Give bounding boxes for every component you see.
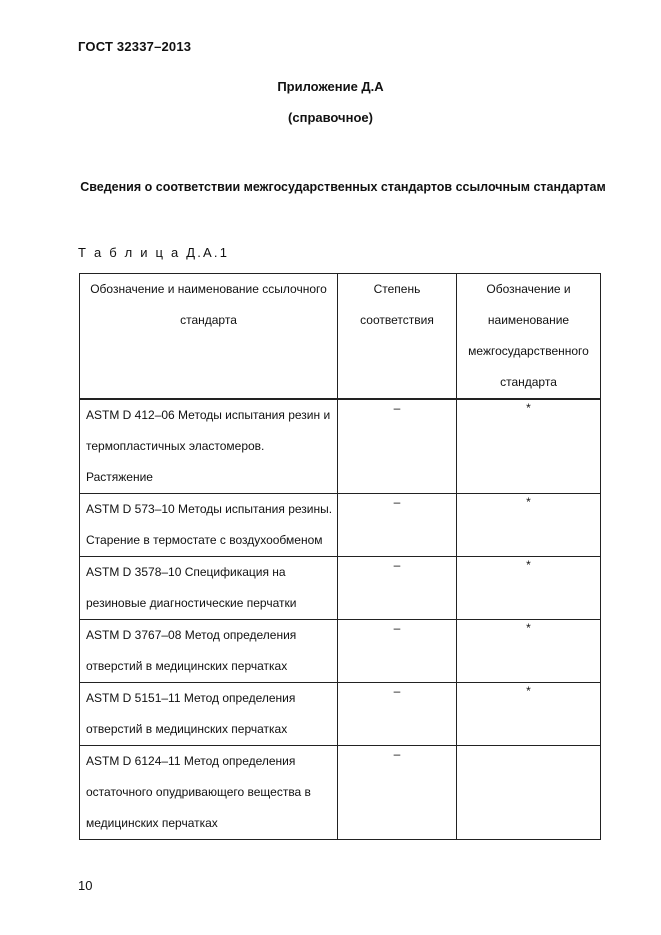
- reference-standard-cell: ASTM D 3767–08 Метод определения отверстий в медицинских перчатках: [80, 620, 338, 683]
- document-header: ГОСТ 32337–2013: [78, 39, 192, 54]
- interstate-standard-cell: *: [457, 620, 601, 683]
- reference-standard-cell: ASTM D 3578–10 Спецификация на резиновые диагностические перчатки: [80, 557, 338, 620]
- page-number: 10: [78, 878, 93, 893]
- table-row: [80, 557, 601, 620]
- interstate-standard-cell: *: [457, 557, 601, 620]
- table-row: [80, 494, 601, 557]
- table-header-row: [80, 274, 601, 400]
- reference-standard-cell: ASTM D 5151–11 Метод определения отверстий в медицинских перчатках: [80, 683, 338, 746]
- interstate-standard-cell: *: [457, 494, 601, 557]
- degree-cell: –: [338, 494, 457, 557]
- table-caption: Т а б л и ц а Д.А.1: [78, 245, 230, 260]
- appendix-title: Приложение Д.А: [277, 79, 384, 94]
- reference-standard-cell: ASTM D 573–10 Методы испытания резины. Старение в термостате с воздухообменом: [80, 494, 338, 557]
- column-header-degree: Степень соответствия: [338, 274, 457, 400]
- column-header-reference: Обозначение и наименование ссылочного стандарта: [80, 274, 338, 400]
- degree-cell: –: [338, 746, 457, 840]
- degree-cell: –: [338, 557, 457, 620]
- reference-standard-cell: ASTM D 6124–11 Метод определения остаточного опудривающего вещества в медицинских перчатках: [80, 746, 338, 840]
- column-header-interstate: Обозначение и наименование межгосударственного стандарта: [457, 274, 601, 400]
- reference-standard-cell: ASTM D 412–06 Методы испытания резин и термопластичных эластомеров. Растяжение: [80, 399, 338, 494]
- interstate-standard-cell: [457, 746, 601, 840]
- table-row: [80, 683, 601, 746]
- interstate-standard-cell: *: [457, 683, 601, 746]
- table-row: [80, 620, 601, 683]
- reference-standards-table: [79, 273, 601, 840]
- section-title: Сведения о соответствии межгосударственных стандартов ссылочным стандартам: [80, 180, 606, 194]
- table-row: [80, 746, 601, 840]
- appendix-subtitle: (справочное): [288, 110, 373, 125]
- table-row: [80, 399, 601, 494]
- interstate-standard-cell: *: [457, 399, 601, 494]
- degree-cell: –: [338, 399, 457, 494]
- degree-cell: –: [338, 620, 457, 683]
- degree-cell: –: [338, 683, 457, 746]
